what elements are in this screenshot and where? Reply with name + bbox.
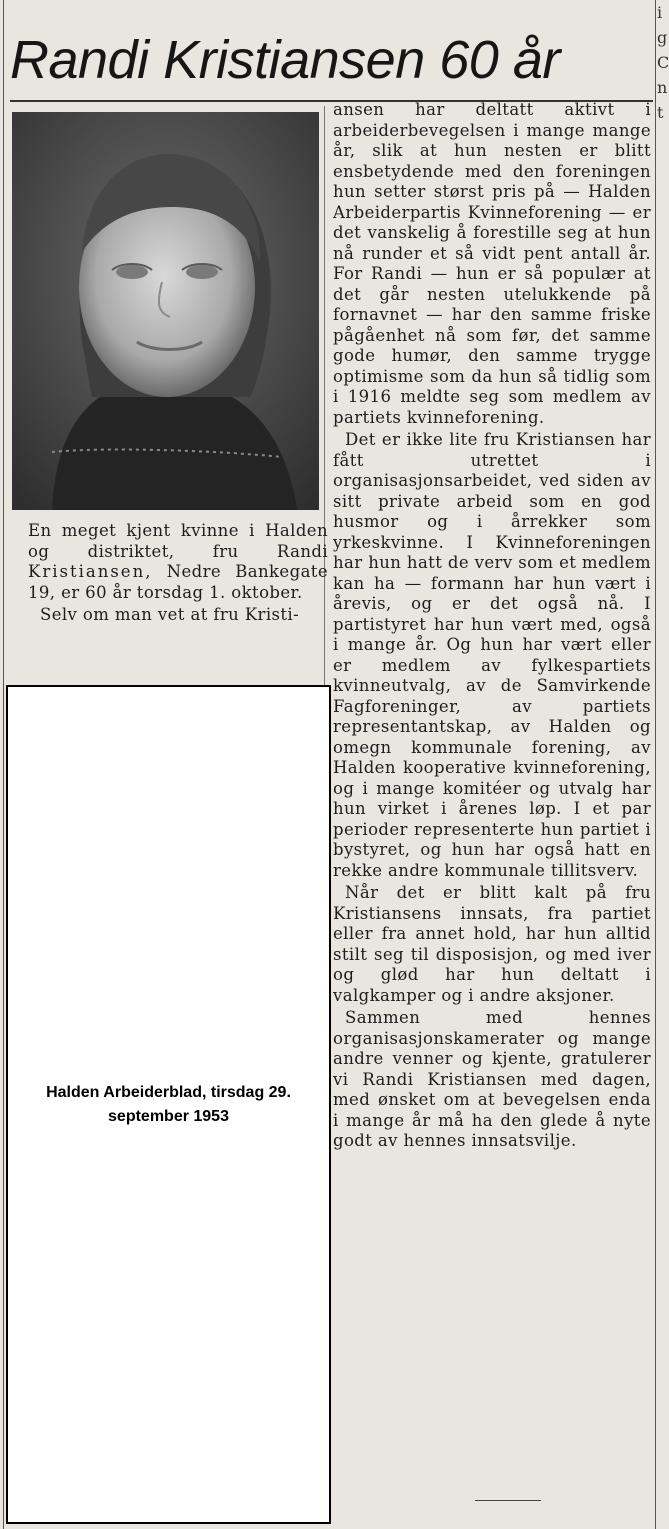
adjacent-column-fragment: [657, 0, 667, 200]
left-column: [28, 521, 328, 626]
photo-caption: [28, 521, 328, 603]
caption-name: Kristiansen,: [28, 562, 153, 581]
end-rule: [475, 1500, 541, 1501]
edge-fragment: i: [657, 3, 663, 22]
edge-fragment: g: [657, 28, 668, 47]
edge-fragment: t: [657, 103, 664, 122]
edge-fragment: C: [657, 53, 669, 72]
right-border-rule: [655, 0, 656, 1529]
source-note-box: [6, 685, 331, 1524]
source-note: Halden Arbeiderblad, tirsdag 29. september 1953: [46, 1083, 291, 1125]
article-paragraph-1: Selv om man vet at fru Kristi-: [40, 605, 300, 624]
right-column: [333, 100, 651, 1152]
left-border-rule: [3, 0, 4, 1529]
edge-fragment: n: [657, 78, 668, 97]
portrait-photo: [12, 112, 319, 510]
caption-part1: En meget kjent kvinne i Halden og distriktet, fru Randi: [28, 521, 328, 561]
article-paragraph-4: Sammen med hennes organisasjonskamerater og mange andre venner og kjente, gratulerer vi Randi Kristiansen med dagen, med ønsket om at bevegelsen enda i mange år må ha den glede å nyte godt av hennes innsatsvilje.: [333, 1008, 651, 1150]
article-paragraph-2: Det er ikke lite fru Kristiansen har fått utrettet i organisasjonsarbeidet, ved siden av sitt private arbeid som en god husmor og i årrekker som yrkeskvinne. I Kvinneforeningen har hun hatt de verv som et medlem kan ha — formann har hun vært i årevis, og er det også nå. I partistyret har hun vært med, også i mange år. Og hun har vært eller er medlem av fylkespartiets kvinneutvalg, av de Samvirkende Fagforeninger, av partiets representantskap, av Halden og omegn kommunale forening, av Halden kooperative kvinneforening, og i mange komitéer og utvalg har hun virket i årenes løp. I et par perioder representerte hun partiet i bystyret, og hun har også hatt en rekke andre kommunale tillitsverv.: [333, 430, 651, 880]
article-headline: Randi Kristiansen 60 år: [10, 30, 560, 90]
caption-part2: Nedre Bankegate 19, er 60 år torsdag 1. oktober.: [28, 562, 328, 602]
article-paragraph-3: Når det er blitt kalt på fru Kristiansens innsats, fra partiet eller fra annet hold, har hun alltid stilt seg til disposisjon, og med iver og glød har hun deltatt i valgkamper og i andre aksjoner.: [333, 883, 651, 1005]
article-paragraph-1-cont: ansen har deltatt aktivt i arbeiderbevegelsen i mange mange år, slik at hun nesten er blitt ensbetydende med den foreningen hun setter størst pris på — Halden Arbeiderpartis Kvinneforening — er det vanskelig å forestille seg at hun nå runder et så vidt pent antall år. For Randi — hun er så populær at det går nesten utelukkende på fornavnet — har den samme friske pågåenhet nå som før, det samme gode humør, den samme trygge optimisme som da hun så tidlig som i 1916 meldte seg som medlem av partiets kvinneforening.: [333, 100, 651, 427]
